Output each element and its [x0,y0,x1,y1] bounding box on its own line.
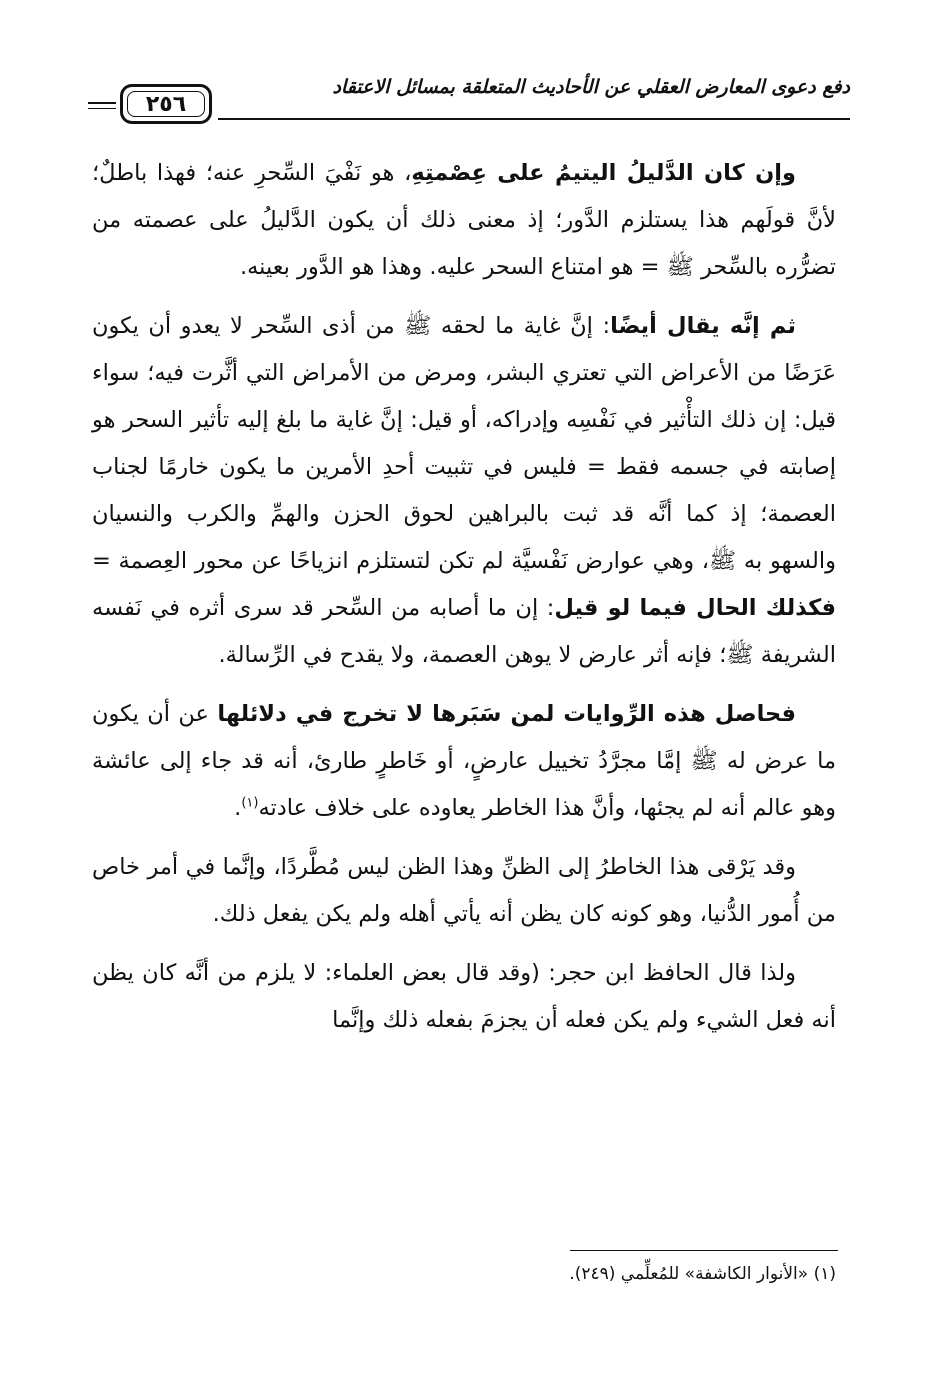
header-ornament-line [88,108,116,109]
text-segment: ، هو نَفْيَ السِّحرِ عنه؛ فهذا باطلٌ؛ لأنَّ قولَهم هذا يستلزم الدَّور؛ إذ معنى ذلك أن يكون الدَّليلُ على عصمته من تضرُّره بالسِّحر ﷺ = هو امتناع السحر عليه. وهذا هو الدَّور بعينه. [92,160,836,280]
header-ornament-line [88,102,116,104]
header-rule [218,118,850,120]
page-number-frame [120,84,212,124]
footnote-separator [570,1250,838,1251]
paragraph [92,150,836,291]
bold-text-segment: ثم إنَّه يقال أيضًا [610,313,797,339]
running-title: دفع دعوى المعارض العقلي عن الأحاديث المتعلقة بمسائل الاعتقاد [332,76,850,98]
footnote-reference: (١) [241,795,259,811]
bold-text-segment: فحاصل هذه الرِّوايات لمن سَبَرها لا تخرج في دلائلها [217,701,796,727]
text-segment: وقد يَرْقى هذا الخاطرُ إلى الظنِّ وهذا الظن ليس مُطَّردًا، وإنَّما في أمر خاص من أُمور الدُّنيا، وهو كونه كان يظن أنه يأتي أهله ولم يكن يفعل ذلك. [92,854,836,927]
body-text [92,150,836,1044]
paragraph [92,691,836,832]
footnote [400,1262,836,1286]
footnote-marker: (١) [813,1264,836,1284]
bold-text-segment: وإن كان الدَّليلُ اليتيمُ على عِصْمتِهِ [411,160,797,186]
page-header [88,60,850,130]
text-segment: . [234,795,242,821]
footnote-text: «الأنوار الكاشفة» للمُعلِّمي (٢٤٩). [569,1264,809,1284]
bold-text-segment: فكذلك الحال فيما لو قيل [554,595,836,621]
paragraph [92,303,836,679]
text-segment: عن أن يكون ما عرض له ﷺ إمَّا مجرَّدُ تخييل عارضٍ، أو خَاطرٍ طارئ، أنه قد جاء إلى عائشة وهو عالم أنه لم يجئها، وأنَّ هذا الخاطر يعاوده على خلاف عادته [92,701,836,821]
text-segment: : إن ما أصابه من السِّحر قد سرى أثره في نَفسه الشريفة ﷺ؛ فإنه أثر عارض لا يوهن العصمة، ولا يقدح في الرِّسالة. [92,595,836,668]
text-segment: ولذا قال الحافظ ابن حجر: (وقد قال بعض العلماء: لا يلزم من أنَّه كان يظن أنه فعل الشيء ولم يكن فعله أن يجزمَ بفعله ذلك وإنَّما [92,960,836,1033]
paragraph [92,950,836,1044]
page-number: ٢٥٦ [127,91,205,117]
text-segment: : إنَّ غاية ما لحقه ﷺ من أذى السِّحر لا يعدو أن يكون عَرَضًا من الأعراض التي تعتري البشر، ومرض من الأمراض التي أثَّرت فيه؛ سواء قيل: إن ذلك التأْثير في نَفْسِه وإدراكه، أو قيل: إنَّ غاية ما بلغ إليه تأثير السحر هو إصابته في جسمه فقط = فليس في تثبيت أحدِ الأمرين ما يكون خارمًا لجناب العصمة؛ إذ كما أنَّه قد ثبت بالبراهين لحوق الحزن والهمِّ والكرب والنسيان والسهو به ﷺ، وهي عوارض نَفْسيَّة لم تكن لتستلزم انزياحًا عن محور العِصمة = [92,313,836,574]
paragraph [92,844,836,938]
